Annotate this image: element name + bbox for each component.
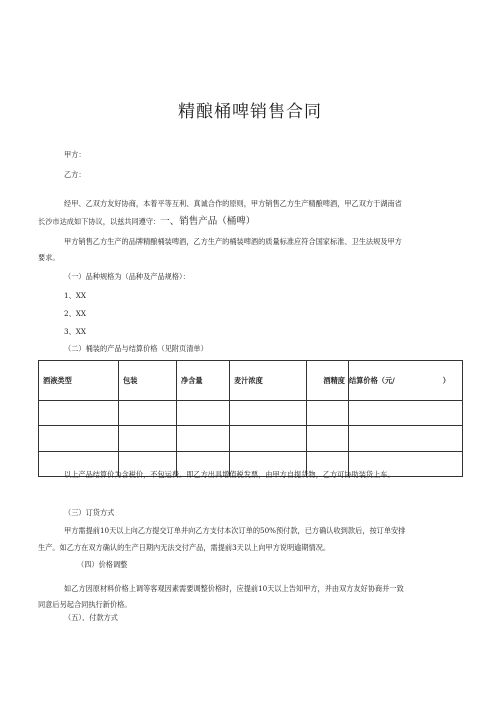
intro-line-1: 经甲、乙双方友好协商，本着平等互利、真诚合作的原则，甲方销售乙方生产精酿啤酒，甲乙双方于湖南省 [64,199,402,208]
sub-3-title: （三）订货方式 [64,508,115,517]
table-cell [39,426,119,451]
section-1-para-line-2: 要求。 [38,253,60,262]
table-cell [307,426,349,451]
price-table [38,360,463,477]
table-cell [119,426,177,451]
party-a-label: 甲方： [64,150,86,159]
sub-3-line-1: 甲方需提前10天以上向乙方提交订单并向乙方支付本次订单的50%预付款，已方确认收到款后，按订单安排 [64,526,406,535]
header-wort-concentration: 麦汁浓度 [230,361,307,401]
header-price-text: 结算价格（元/ [349,375,395,385]
table-row [39,401,463,426]
table-cell [230,401,307,426]
sub-1-title: （一）品种规格为（品种及产品规格）： [64,272,190,281]
spec-item: 1、XX [64,291,86,300]
sub-5-title: （五）、付款方式 [64,613,118,622]
spec-item: 3、XX [64,327,86,336]
sub-4-title: （四）价格调整 [77,560,128,569]
table-cell [349,401,463,426]
spec-item: 2、XX [64,309,86,318]
table-row [39,426,463,451]
contract-title: 精酿桶啤销售合同 [178,102,322,122]
sub-2-title: （二）桶装的产品与结算价格（见附页清单） [64,344,208,353]
table-cell [39,401,119,426]
table-cell [349,426,463,451]
table-header-row [39,361,463,401]
header-alcohol: 酒精度 [307,361,349,401]
table-cell [177,401,230,426]
table-cell [230,426,307,451]
party-b-label: 乙方： [64,170,86,179]
table-cell [177,426,230,451]
header-net-content: 净含量 [177,361,230,401]
sub-4-line-2: 同意后另起合同执行新价格。 [38,600,132,609]
sub-3-line-2: 生产。如乙方在双方确认的生产日期内无法交付产品，需提前3天以上向甲方说明逾期情况。 [38,543,331,552]
table-cell [119,401,177,426]
section-1-title: 一、销售产品（桶啤） [160,216,256,227]
price-note: 以上产品结算价为含税价，不包运费。即乙方出具增值税发票，由甲方自提货物，乙方可协助装货上车。 [64,470,395,479]
header-settlement-price [349,361,463,401]
header-liquid-type: 酒液类型 [39,361,119,401]
sub-4-line-1: 如乙方因原材料价格上调等客观因素需要调整价格时，应提前10天以上告知甲方，并由双方友好协商并一致 [64,584,404,593]
intro-line-2-text: 长沙市达成如下协议，以兹共同遵守： [38,217,161,226]
header-price-close: ） [442,375,450,385]
intro-line-2 [38,217,255,227]
table-cell [307,401,349,426]
section-1-para-line-1: 甲方销售乙方生产的品牌精酿桶装啤酒，乙方生产的桶装啤酒的质量标准应符合国家标准、卫生法规及甲方 [64,237,402,246]
header-packaging: 包装 [119,361,177,401]
